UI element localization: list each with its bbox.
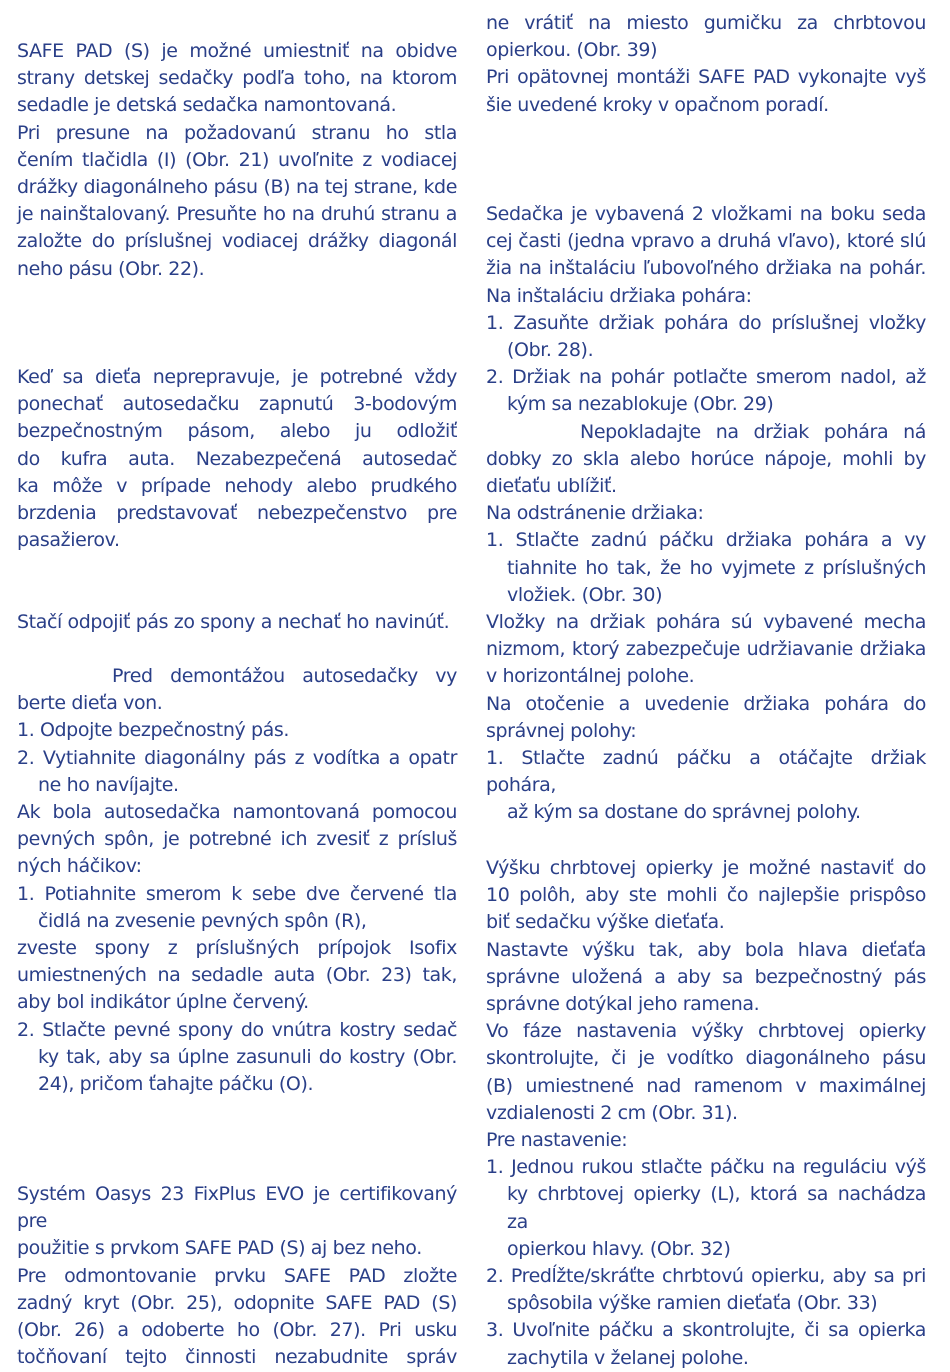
text-line: SAFE PAD (S) je možné umiestniť na obidve	[17, 40, 457, 62]
text-line: zachytila v želanej polohe.	[507, 1346, 749, 1369]
text-line: sedadle je detská sedačka namontovaná.	[17, 94, 397, 117]
text-line: Nastavte výšku tak, aby bola hlava dieťaťa	[486, 938, 926, 961]
text-line: 1. Stlačte zadnú páčku držiaka pohára a vy	[486, 529, 926, 552]
text-line: opierkou. (Obr. 39)	[486, 39, 658, 62]
text-line: kým sa nezablokuje (Obr. 29)	[507, 393, 774, 416]
text-line: správnej polohy:	[486, 719, 637, 742]
text-line: bezpečnostným pásom, alebo ju odložiť	[17, 420, 457, 443]
text-line: Vo fáze nastavenia výšky chrbtovej opierky	[486, 1020, 926, 1043]
text-line: ky chrbtovej opierky (L), ktorá sa nachádza za	[507, 1183, 926, 1233]
text-line: ne vrátiť na miesto gumičku za chrbtovou	[486, 12, 926, 34]
text-line: Sedačka je vybavená 2 vložkami na boku seda	[486, 203, 926, 225]
text-line: 1. Jednou rukou stlačte páčku na reguláciu výš	[486, 1156, 926, 1179]
paragraph-cup-holder	[486, 201, 926, 827]
text-line: Stačí odpojiť pás zo spony a nechať ho navinúť.	[17, 611, 450, 633]
text-line: ných háčikov:	[17, 855, 142, 878]
text-line: založte do príslušnej vodiacej drážky diagonál	[17, 230, 457, 253]
text-line: opierkou hlavy. (Obr. 32)	[507, 1237, 731, 1260]
text-line: je nainštalovaný. Presuňte ho na druhú stranu a	[17, 203, 457, 226]
text-line: použitie s prvkom SAFE PAD (S) aj bez neho.	[17, 1237, 422, 1260]
text-line: berte dieťa von.	[17, 692, 163, 715]
text-line: Keď sa dieťa neprepravuje, je potrebné vždy	[17, 366, 457, 388]
text-line: 1. Odpojte bezpečnostný pás.	[17, 719, 290, 742]
text-line: cej časti (jedna vpravo a druhá vľavo), ktoré slú	[486, 230, 926, 253]
text-line: spôsobila výške ramien dieťaťa (Obr. 33)	[507, 1292, 878, 1315]
text-line: do kufra auta. Nezabezpečená autosedač	[17, 447, 457, 470]
paragraph-no-child-transport	[17, 364, 457, 554]
text-line: vložiek. (Obr. 30)	[507, 583, 663, 606]
text-line: šie uvedené kroky v opačnom poradí.	[486, 93, 829, 116]
text-line: Vložky na držiak pohára sú vybavené mecha	[486, 611, 926, 634]
text-line: (Obr. 28).	[507, 339, 594, 362]
text-line: až kým sa dostane do správnej polohy.	[507, 801, 861, 824]
text-line: Pre odmontovanie prvku SAFE PAD zložte	[17, 1264, 457, 1287]
text-line: správne dotýkal jeho ramena.	[486, 993, 760, 1016]
text-line: 2. Držiak na pohár potlačte smerom nadol, až	[486, 366, 926, 389]
text-line: drážky diagonálneho pásu (B) na tej strane, kde	[17, 176, 457, 199]
text-line: Výšku chrbtovej opierky je možné nastaviť do	[486, 857, 926, 879]
text-line: Pri opätovnej montáži SAFE PAD vykonajte vyš	[486, 66, 926, 89]
text-line: aby bol indikátor úplne červený.	[17, 991, 309, 1014]
text-line: v horizontálnej polohe.	[486, 665, 695, 688]
text-line: správne uložená a aby sa bezpečnostný pás	[486, 965, 926, 988]
text-line: pasažierov.	[17, 529, 120, 552]
text-line: 3. Uvoľnite páčku a skontrolujte, či sa opierka	[486, 1319, 926, 1342]
text-line: (Obr. 26) a odoberte ho (Obr. 27). Pri usku	[17, 1319, 457, 1342]
text-line: nizmom, ktorý zabezpečuje udržiavanie držiaka	[486, 638, 926, 661]
text-line: 2. Stlačte pevné spony do vnútra kostry sedač	[17, 1018, 457, 1041]
text-line: neho pásu (Obr. 22).	[17, 257, 205, 280]
paragraph-safe-pad-refit	[486, 10, 926, 119]
paragraph-backrest-height	[486, 855, 926, 1372]
text-line: ka môže v prípade nehody alebo prudkého	[17, 474, 457, 497]
text-line: strany detskej sedačky podľa toho, na ktorom	[17, 67, 457, 90]
paragraph-safe-pad-removal	[17, 1181, 457, 1371]
text-line: ponechať autosedačku zapnutú 3-bodovým	[17, 393, 457, 416]
text-line: Systém Oasys 23 FixPlus EVO je certifikovaný pre	[17, 1183, 457, 1233]
text-line: biť sedačku výške dieťaťa.	[486, 911, 725, 934]
text-line: Ak bola autosedačka namontovaná pomocou	[17, 801, 457, 824]
text-line: 1. Potiahnite smerom k sebe dve červené tla	[17, 882, 457, 905]
text-line: točňovaní tejto činnosti nezabudnite správ	[17, 1346, 457, 1369]
text-line: žia na inštaláciu ľubovoľného držiaka na pohár.	[486, 257, 926, 280]
text-line: Pred demontážou autosedačky vy	[112, 665, 457, 687]
paragraph-release-belt	[17, 609, 457, 636]
text-line: 24), pričom ťahajte páčku (O).	[38, 1073, 314, 1096]
text-line: 2. Vytiahnite diagonálny pás z vodítka a opatr	[17, 746, 457, 769]
text-line: zadný kryt (Obr. 25), odopnite SAFE PAD (S)	[17, 1291, 457, 1314]
text-line: vzdialenosti 2 cm (Obr. 31).	[486, 1101, 738, 1124]
text-line: zveste spony z príslušných prípojok Isofix	[17, 937, 457, 960]
text-line: čením tlačidla (I) (Obr. 21) uvoľnite z vodiacej	[17, 148, 457, 171]
text-line: pevných spôn, je potrebné ich zvesiť z prísluš	[17, 828, 457, 851]
text-line: ne ho navíjajte.	[38, 773, 179, 796]
text-line: Na inštaláciu držiaka pohára:	[486, 284, 752, 307]
text-line: tiahnite ho tak, že ho vyjmete z príslušných	[507, 556, 926, 579]
text-line: (B) umiestnené nad ramenom v maximálnej	[486, 1074, 926, 1097]
text-line: brzdenia predstavovať nebezpečenstvo pre	[17, 502, 457, 525]
text-line: Pre nastavenie:	[486, 1129, 628, 1152]
text-line: umiestnených na sedadle auta (Obr. 23) tak,	[17, 964, 457, 987]
text-line: 10 polôh, aby ste mohli čo najlepšie prispôso	[486, 884, 926, 907]
text-line: 1. Stlačte zadnú páčku a otáčajte držiak pohára,	[486, 747, 926, 797]
text-line: čidlá na zvesenie pevných spôn (R),	[38, 909, 367, 932]
text-line: Na odstránenie držiaka:	[486, 502, 704, 525]
text-line: dobky zo skla alebo horúce nápoje, mohli by	[486, 447, 926, 470]
text-line: dieťaťu ublížiť.	[486, 475, 617, 498]
text-line: 1. Zasuňte držiak pohára do príslušnej vložky	[486, 311, 926, 334]
text-line: 2. Predĺžte/skráťte chrbtovú opierku, aby sa pri	[486, 1265, 926, 1288]
text-line: Nepokladajte na držiak pohára ná	[580, 420, 926, 443]
text-line: skontrolujte, či je vodítko diagonálneho pásu	[486, 1047, 926, 1070]
text-line: ky tak, aby sa úplne zasunuli do kostry (Obr.	[38, 1045, 457, 1068]
text-line: Na otočenie a uvedenie držiaka pohára do	[486, 692, 926, 715]
text-line: Pri presune na požadovanú stranu ho stla	[17, 121, 457, 144]
paragraph-safe-pad-sides	[17, 38, 457, 283]
paragraph-dismantling	[17, 663, 457, 1098]
